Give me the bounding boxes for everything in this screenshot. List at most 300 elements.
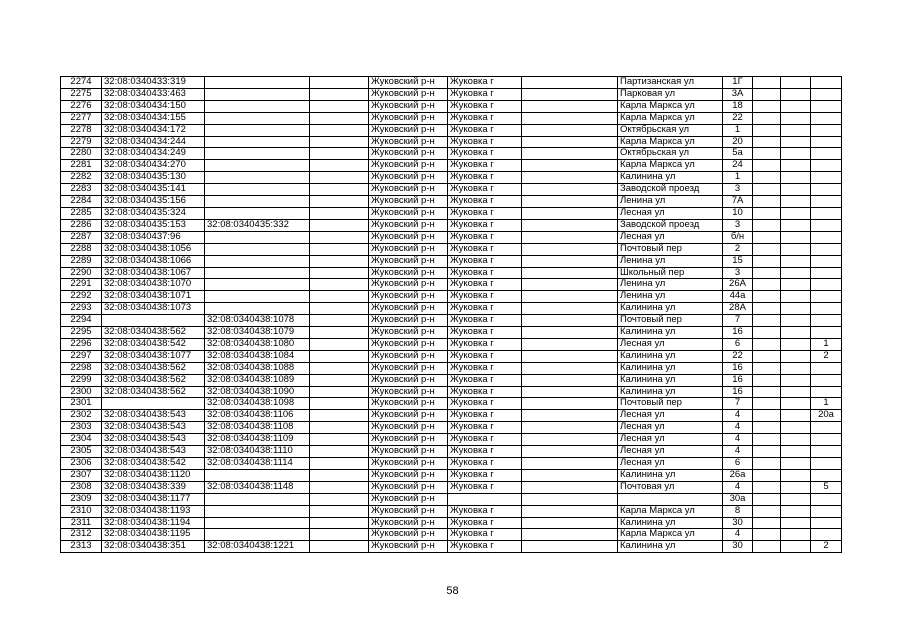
cell-blank-col-c [753,243,781,255]
cell-blank-col-a [310,517,369,529]
cell-row-number: 2274 [61,77,102,89]
cell-settlement: Жуковка г [448,207,522,219]
cell-district: Жуковский р-н [369,315,448,327]
cell-district: Жуковский р-н [369,434,448,446]
cell-blank-col-d [781,184,811,196]
cell-district: Жуковский р-н [369,207,448,219]
cell-row-number: 2286 [61,219,102,231]
cell-settlement: Жуковка г [448,219,522,231]
cell-parent-cadastral-number: 32:08:0340435:332 [205,219,310,231]
cell-settlement: Жуковка г [448,303,522,315]
cell-parent-cadastral-number [205,303,310,315]
cell-blank-col-d [781,291,811,303]
cell-settlement: Жуковка г [448,172,522,184]
cell-blank-col-d [781,541,811,553]
cell-parent-cadastral-number [205,136,310,148]
cell-apartment-number [811,434,842,446]
cell-cadastral-number: 32:08:0340433:319 [102,77,205,89]
cell-district: Жуковский р-н [369,100,448,112]
cell-street: Калинина ул [618,374,723,386]
cell-district: Жуковский р-н [369,458,448,470]
cell-apartment-number [811,517,842,529]
cell-row-number: 2303 [61,422,102,434]
cell-blank-col-b [522,267,618,279]
cell-cadastral-number: 32:08:0340438:339 [102,481,205,493]
cell-settlement: Жуковка г [448,410,522,422]
cell-blank-col-b [522,124,618,136]
cell-blank-col-a [310,541,369,553]
cell-blank-col-c [753,374,781,386]
cell-blank-col-c [753,529,781,541]
cell-blank-col-c [753,410,781,422]
cell-blank-col-a [310,458,369,470]
table-row [61,112,842,124]
cell-cadastral-number: 32:08:0340438:543 [102,446,205,458]
cell-house-number: 44а [723,291,753,303]
cell-parent-cadastral-number [205,172,310,184]
cell-blank-col-a [310,231,369,243]
cell-apartment-number [811,124,842,136]
cell-apartment-number: 2 [811,541,842,553]
cell-parent-cadastral-number: 32:08:0340438:1080 [205,338,310,350]
cell-district: Жуковский р-н [369,136,448,148]
cell-street: Почтовая ул [618,481,723,493]
cell-district: Жуковский р-н [369,386,448,398]
cell-street: Лесная ул [618,338,723,350]
cell-blank-col-b [522,541,618,553]
cell-district: Жуковский р-н [369,172,448,184]
cell-blank-col-d [781,196,811,208]
cell-apartment-number [811,112,842,124]
cell-parent-cadastral-number [205,148,310,160]
cell-street: Ленина ул [618,291,723,303]
cell-blank-col-a [310,267,369,279]
cell-street: Калинина ул [618,327,723,339]
cell-row-number: 2281 [61,160,102,172]
cell-apartment-number [811,529,842,541]
cell-house-number: 22 [723,112,753,124]
cell-parent-cadastral-number: 32:08:0340438:1109 [205,434,310,446]
cell-blank-col-c [753,446,781,458]
cell-parent-cadastral-number [205,243,310,255]
cell-settlement: Жуковка г [448,124,522,136]
cell-blank-col-c [753,458,781,470]
cell-apartment-number [811,493,842,505]
cell-blank-col-d [781,338,811,350]
cell-cadastral-number: 32:08:0340438:1194 [102,517,205,529]
cell-blank-col-a [310,88,369,100]
cell-settlement: Жуковка г [448,517,522,529]
cell-row-number: 2304 [61,434,102,446]
cell-cadastral-number: 32:08:0340434:155 [102,112,205,124]
cell-district: Жуковский р-н [369,338,448,350]
cell-settlement: Жуковка г [448,196,522,208]
cell-blank-col-d [781,172,811,184]
cell-blank-col-b [522,398,618,410]
cell-blank-col-b [522,255,618,267]
cell-blank-col-d [781,77,811,89]
cell-blank-col-d [781,267,811,279]
cell-cadastral-number: 32:08:0340438:543 [102,422,205,434]
cell-settlement: Жуковка г [448,112,522,124]
cell-blank-col-c [753,148,781,160]
cell-settlement: Жуковка г [448,469,522,481]
cell-cadastral-number: 32:08:0340438:1071 [102,291,205,303]
cell-house-number: 16 [723,327,753,339]
cell-blank-col-c [753,196,781,208]
cell-house-number: 28А [723,303,753,315]
cell-blank-col-c [753,88,781,100]
cell-street: Калинина ул [618,172,723,184]
cell-house-number: 1 [723,172,753,184]
cell-apartment-number [811,267,842,279]
cell-parent-cadastral-number: 32:08:0340438:1089 [205,374,310,386]
cell-settlement: Жуковка г [448,338,522,350]
cell-blank-col-a [310,291,369,303]
cell-house-number: 3 [723,184,753,196]
table-row [61,315,842,327]
cell-blank-col-c [753,327,781,339]
cell-parent-cadastral-number: 32:08:0340438:1090 [205,386,310,398]
cell-blank-col-d [781,350,811,362]
cell-row-number: 2296 [61,338,102,350]
table-row [61,243,842,255]
cell-district: Жуковский р-н [369,303,448,315]
cell-blank-col-b [522,291,618,303]
cell-row-number: 2282 [61,172,102,184]
cell-blank-col-b [522,136,618,148]
cell-blank-col-b [522,207,618,219]
cell-blank-col-c [753,469,781,481]
cell-district: Жуковский р-н [369,124,448,136]
cell-district: Жуковский р-н [369,541,448,553]
cell-parent-cadastral-number [205,493,310,505]
cell-row-number: 2297 [61,350,102,362]
cell-street: Заводской проезд [618,184,723,196]
cell-row-number: 2312 [61,529,102,541]
cell-parent-cadastral-number: 32:08:0340438:1088 [205,362,310,374]
cell-blank-col-d [781,469,811,481]
cell-street: Ленина ул [618,279,723,291]
cell-blank-col-b [522,410,618,422]
cell-blank-col-d [781,410,811,422]
cell-cadastral-number: 32:08:0340438:1193 [102,505,205,517]
cell-house-number: 4 [723,410,753,422]
cell-settlement: Жуковка г [448,243,522,255]
table-row [61,458,842,470]
cell-blank-col-b [522,77,618,89]
cell-house-number: 1 [723,124,753,136]
cell-apartment-number [811,231,842,243]
cell-blank-col-d [781,112,811,124]
cell-blank-col-d [781,529,811,541]
cell-street: Лесная ул [618,434,723,446]
cell-row-number: 2291 [61,279,102,291]
cell-blank-col-d [781,148,811,160]
table-row [61,303,842,315]
cell-blank-col-a [310,219,369,231]
cell-street: Карла Маркса ул [618,160,723,172]
cell-street: Лесная ул [618,446,723,458]
cell-parent-cadastral-number: 32:08:0340438:1106 [205,410,310,422]
cell-cadastral-number [102,398,205,410]
cell-cadastral-number: 32:08:0340435:153 [102,219,205,231]
cell-district: Жуковский р-н [369,410,448,422]
cell-blank-col-a [310,184,369,196]
table-row [61,136,842,148]
cell-cadastral-number: 32:08:0340434:270 [102,160,205,172]
cell-district: Жуковский р-н [369,422,448,434]
cell-row-number: 2279 [61,136,102,148]
cell-house-number: 24 [723,160,753,172]
cell-settlement: Жуковка г [448,481,522,493]
cell-blank-col-a [310,196,369,208]
cell-settlement: Жуковка г [448,350,522,362]
cell-house-number: 3А [723,88,753,100]
cell-cadastral-number: 32:08:0340438:1056 [102,243,205,255]
cell-row-number: 2306 [61,458,102,470]
cell-blank-col-d [781,386,811,398]
cell-parent-cadastral-number: 32:08:0340438:1084 [205,350,310,362]
cell-blank-col-d [781,374,811,386]
cell-apartment-number [811,160,842,172]
cell-house-number: 6 [723,338,753,350]
cell-blank-col-a [310,77,369,89]
cell-parent-cadastral-number: 32:08:0340438:1221 [205,541,310,553]
cell-blank-col-a [310,398,369,410]
cell-cadastral-number: 32:08:0340438:1066 [102,255,205,267]
cell-house-number: 2 [723,243,753,255]
cell-cadastral-number: 32:08:0340438:562 [102,362,205,374]
cell-row-number: 2310 [61,505,102,517]
cell-blank-col-c [753,315,781,327]
cell-row-number: 2311 [61,517,102,529]
cell-blank-col-c [753,184,781,196]
cell-blank-col-d [781,422,811,434]
cell-blank-col-d [781,207,811,219]
table-row [61,124,842,136]
cell-blank-col-d [781,88,811,100]
cell-blank-col-c [753,398,781,410]
cell-district: Жуковский р-н [369,446,448,458]
cell-street: Заводской проезд [618,219,723,231]
cell-district: Жуковский р-н [369,148,448,160]
cell-settlement: Жуковка г [448,136,522,148]
cell-settlement: Жуковка г [448,315,522,327]
cell-row-number: 2305 [61,446,102,458]
table-row [61,529,842,541]
cell-settlement: Жуковка г [448,362,522,374]
cell-blank-col-c [753,100,781,112]
table-row [61,338,842,350]
cell-settlement: Жуковка г [448,529,522,541]
cell-settlement: Жуковка г [448,291,522,303]
cell-district: Жуковский р-н [369,362,448,374]
cell-row-number: 2299 [61,374,102,386]
table-row [61,350,842,362]
cell-blank-col-c [753,517,781,529]
cell-settlement: Жуковка г [448,446,522,458]
cell-blank-col-c [753,279,781,291]
cell-cadastral-number: 32:08:0340438:1120 [102,469,205,481]
cell-settlement: Жуковка г [448,386,522,398]
cell-street: Лесная ул [618,410,723,422]
cell-cadastral-number: 32:08:0340433:463 [102,88,205,100]
cell-blank-col-a [310,315,369,327]
cell-row-number: 2295 [61,327,102,339]
cell-settlement: Жуковка г [448,422,522,434]
cell-blank-col-d [781,517,811,529]
cell-blank-col-d [781,493,811,505]
cell-blank-col-d [781,327,811,339]
cell-house-number: 4 [723,434,753,446]
cell-house-number: 16 [723,386,753,398]
cell-street: Школьный пер [618,267,723,279]
table-row [61,100,842,112]
cell-blank-col-a [310,136,369,148]
cell-cadastral-number: 32:08:0340438:562 [102,386,205,398]
cell-house-number: 7 [723,398,753,410]
cell-street: Карла Маркса ул [618,136,723,148]
cell-parent-cadastral-number [205,196,310,208]
cell-parent-cadastral-number: 32:08:0340438:1098 [205,398,310,410]
cell-apartment-number [811,243,842,255]
cell-blank-col-a [310,303,369,315]
table-row [61,77,842,89]
cell-blank-col-b [522,422,618,434]
cell-district: Жуковский р-н [369,505,448,517]
cell-settlement: Жуковка г [448,255,522,267]
cell-street: Калинина ул [618,469,723,481]
cell-blank-col-b [522,219,618,231]
cell-row-number: 2313 [61,541,102,553]
cell-blank-col-d [781,279,811,291]
cell-parent-cadastral-number [205,100,310,112]
cell-cadastral-number: 32:08:0340438:562 [102,327,205,339]
table-row [61,386,842,398]
cell-row-number: 2276 [61,100,102,112]
cell-settlement: Жуковка г [448,148,522,160]
table-row [61,481,842,493]
cell-blank-col-b [522,374,618,386]
cell-parent-cadastral-number [205,267,310,279]
cell-street: Калинина ул [618,541,723,553]
cell-cadastral-number: 32:08:0340438:543 [102,410,205,422]
cell-settlement: Жуковка г [448,231,522,243]
cell-blank-col-c [753,160,781,172]
cell-blank-col-b [522,481,618,493]
cell-house-number: 30а [723,493,753,505]
cell-blank-col-b [522,386,618,398]
cell-blank-col-b [522,172,618,184]
table-row [61,422,842,434]
cell-blank-col-b [522,493,618,505]
cell-apartment-number [811,172,842,184]
cell-apartment-number [811,446,842,458]
table-row [61,88,842,100]
table-row [61,505,842,517]
cell-row-number: 2302 [61,410,102,422]
cell-parent-cadastral-number [205,112,310,124]
cell-blank-col-a [310,350,369,362]
table-row [61,434,842,446]
cell-blank-col-d [781,160,811,172]
cell-blank-col-d [781,362,811,374]
cell-blank-col-d [781,481,811,493]
cell-blank-col-a [310,160,369,172]
cell-apartment-number [811,303,842,315]
cell-apartment-number [811,505,842,517]
table-row [61,172,842,184]
cell-district: Жуковский р-н [369,517,448,529]
cell-cadastral-number: 32:08:0340435:130 [102,172,205,184]
cell-apartment-number [811,196,842,208]
cell-blank-col-d [781,231,811,243]
cell-parent-cadastral-number [205,77,310,89]
cell-apartment-number [811,362,842,374]
cell-blank-col-a [310,124,369,136]
cell-district: Жуковский р-н [369,112,448,124]
cell-parent-cadastral-number: 32:08:0340438:1114 [205,458,310,470]
cell-house-number: 26а [723,469,753,481]
cell-settlement: Жуковка г [448,267,522,279]
cell-settlement: Жуковка г [448,184,522,196]
cell-house-number: 8 [723,505,753,517]
cell-parent-cadastral-number: 32:08:0340438:1108 [205,422,310,434]
cell-blank-col-c [753,422,781,434]
cell-row-number: 2277 [61,112,102,124]
cell-blank-col-d [781,255,811,267]
cell-blank-col-d [781,398,811,410]
cell-street: Ленина ул [618,196,723,208]
cell-apartment-number [811,136,842,148]
cell-cadastral-number: 32:08:0340438:1070 [102,279,205,291]
cell-blank-col-a [310,255,369,267]
cell-blank-col-a [310,327,369,339]
cell-blank-col-b [522,434,618,446]
cell-blank-col-c [753,481,781,493]
cell-blank-col-c [753,207,781,219]
cell-blank-col-c [753,267,781,279]
cell-district: Жуковский р-н [369,291,448,303]
cell-row-number: 2293 [61,303,102,315]
cell-settlement: Жуковка г [448,279,522,291]
table-row [61,398,842,410]
cell-blank-col-b [522,184,618,196]
cell-street: Лесная ул [618,231,723,243]
cell-street: Лесная ул [618,458,723,470]
cell-blank-col-a [310,148,369,160]
cell-blank-col-d [781,458,811,470]
cell-blank-col-c [753,291,781,303]
cell-blank-col-b [522,315,618,327]
cell-blank-col-b [522,231,618,243]
cell-settlement: Жуковка г [448,434,522,446]
cell-street: Карла Маркса ул [618,505,723,517]
cell-parent-cadastral-number [205,88,310,100]
cell-row-number: 2307 [61,469,102,481]
cell-blank-col-a [310,279,369,291]
cell-parent-cadastral-number [205,279,310,291]
table-row [61,410,842,422]
cell-blank-col-d [781,100,811,112]
cell-blank-col-c [753,350,781,362]
cell-street: Карла Маркса ул [618,112,723,124]
cell-street: Почтовый пер [618,315,723,327]
cell-blank-col-a [310,434,369,446]
cell-blank-col-c [753,434,781,446]
cell-street: Почтовый пер [618,243,723,255]
